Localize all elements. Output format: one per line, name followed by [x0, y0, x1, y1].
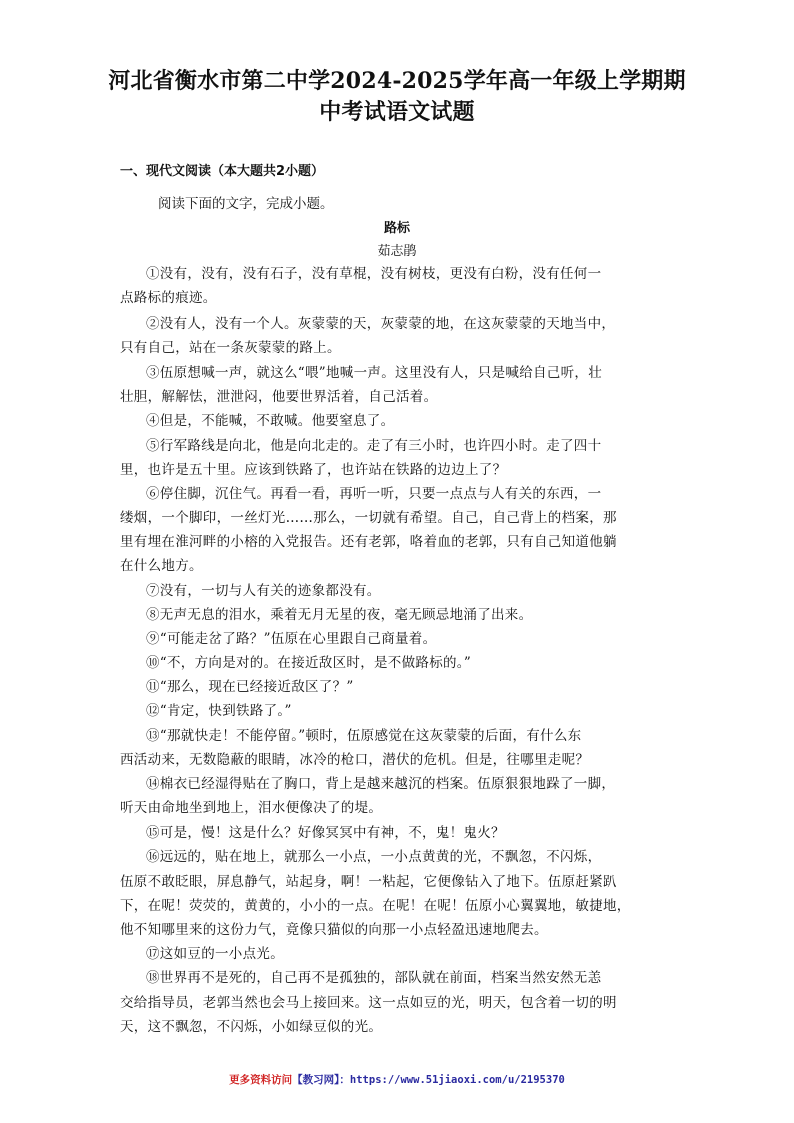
paragraph-line: ⑮可是，慢！这是什么？好像冥冥中有神，不，鬼！鬼火？: [146, 825, 505, 841]
paragraph-line: ②没有人，没有一个人。灰蒙蒙的天，灰蒙蒙的地，在这灰蒙蒙的天地当中，: [146, 316, 616, 332]
paragraph-line: 交给指导员，老郭当然也会马上接回来。这一点如豆的光，明天，包含着一切的明: [120, 995, 617, 1011]
paragraph-line: ⑦没有，一切与人有关的迹象都没有。: [146, 583, 381, 599]
article-title: 路标: [383, 221, 410, 236]
paragraph-line: ⑨“可能走岔了路？”伍原在心里跟自己商量着。: [146, 631, 437, 647]
paragraph-line: 伍原不敢眨眼，屏息静气，站起身，啊！一粘起，它便像钻入了地下。伍原赶紧趴: [120, 874, 617, 890]
footer-prefix: 更多资料访问: [229, 1074, 293, 1086]
paragraph-line: ⑬“那就快走！不能停留。”顿时，伍原感觉在这灰蒙蒙的后面，有什么东: [146, 728, 582, 744]
paragraph-line: ⑰这如豆的一小点光。: [146, 946, 284, 962]
paragraph-line: ⑥停住脚，沉住气。再看一看，再听一听，只要一点点与人有关的东西，一: [146, 486, 602, 502]
paragraph-line: 听天由命地坐到地上，泪水便像决了的堤。: [120, 800, 383, 816]
paragraph-line: ③伍原想喊一声，就这么“喂”地喊一声。这里没有人，只是喊给自己听，壮: [146, 365, 603, 381]
paragraph-line: 在什么地方。: [120, 558, 203, 574]
section-heading: 一、现代文阅读（本大题共2小题）: [120, 164, 325, 179]
paragraph-line: ⑪“那么，现在已经接近敌区了？”: [146, 679, 354, 695]
paragraph-line: 天，这不飘忽，不闪烁，小如绿豆似的光。: [120, 1019, 383, 1035]
paragraph-line: 只有自己，站在一条灰蒙蒙的路上。: [120, 340, 341, 356]
paragraph-line: 下，在呢！荧荧的，黄黄的，小小的一点。在呢！在呢！伍原小心翼翼地，敏捷地，: [120, 898, 631, 914]
paragraph-line: 点路标的痕迹。: [120, 290, 217, 306]
paragraph-line: ⑯远远的，贴在地上，就那么一小点，一小点黄黄的光，不飘忽，不闪烁，: [146, 849, 602, 865]
paragraph-line: 里有埋在淮河畔的小榕的入党报告。还有老郭，咯着血的老郭，只有自己知道他躺: [120, 534, 617, 550]
footer-url[interactable]: ：https://www.51jiaoxi.com/u/2195370: [339, 1074, 565, 1086]
footer-site-name: 【教习网】: [292, 1074, 340, 1086]
paragraph-line: ⑫“肯定，快到铁路了。”: [146, 703, 292, 719]
reading-instruction: 阅读下面的文字，完成小题。: [158, 196, 334, 212]
paragraph-line: ⑩“不，方向是对的。在接近敌区时，是不做路标的。”: [146, 655, 472, 671]
paragraph-line: 壮胆，解解怯，泄泄闷，他要世界活着，自己活着。: [120, 389, 438, 405]
paragraph-line: ④但是，不能喊，不敢喊。他要窒息了。: [146, 413, 395, 429]
paragraph-line: ⑱世界再不是死的，自己再不是孤独的，部队就在前面，档案当然安然无恙: [146, 970, 602, 986]
article-author: 茹志鹃: [377, 244, 417, 259]
footer-link[interactable]: [0, 1072, 794, 1087]
paragraph-line: 他不知哪里来的这份力气，竟像只猫似的向那一小点轻盈迅速地爬去。: [120, 922, 548, 938]
paragraph-line: ⑤行军路线是向北，他是向北走的。走了有三小时，也许四小时。走了四十: [146, 438, 602, 454]
paragraph-line: 西活动来，无数隐蔽的眼睛，冰冷的枪口，潜伏的危机。但是，往哪里走呢？: [120, 752, 590, 768]
paragraph-line: 缕烟，一个脚印，一丝灯光……那么，一切就有希望。自己，自己背上的档案，那: [120, 510, 617, 526]
document-title-line-2: 中考试语文试题: [319, 99, 475, 125]
paragraph-line: ①没有，没有，没有石子，没有草棍，没有树枝，更没有白粉，没有任何一: [146, 266, 602, 282]
paragraph-line: ⑭棉衣已经湿得贴在了胸口，背上是越来越沉的档案。伍原狠狠地跺了一脚，: [146, 776, 616, 792]
paragraph-line: ⑧无声无息的泪水，乘着无月无星的夜，毫无顾忌地涌了出来。: [146, 607, 533, 623]
paragraph-line: 里，也许是五十里。应该到铁路了，也许站在铁路的边边上了？: [120, 462, 507, 478]
document-title-line-1: 河北省衡水市第二中学2024-2025学年高一年级上学期期: [108, 68, 686, 94]
